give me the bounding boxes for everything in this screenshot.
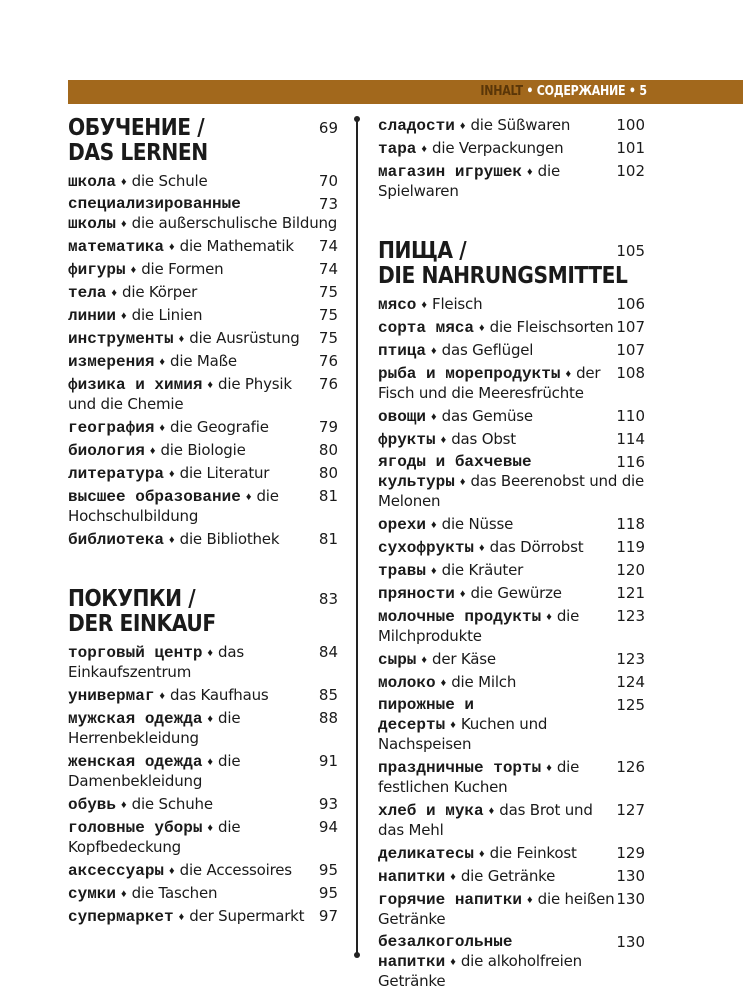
diamond-icon: ♦: [111, 287, 118, 299]
entry-page-number: 73: [318, 195, 338, 213]
entry-russian: высшее образование: [68, 488, 241, 506]
diamond-icon: ♦: [450, 956, 456, 968]
entry-page-number: 85: [318, 686, 338, 704]
diamond-icon: ♦: [121, 310, 127, 322]
entry-russian: сыры: [378, 651, 417, 669]
entry-german: die Formen: [141, 260, 224, 278]
diamond-icon: ♦: [440, 677, 447, 689]
entry-german: die Mathematik: [179, 237, 294, 255]
entry-russian: сладости: [378, 117, 455, 135]
entry-russian: сумки: [68, 885, 117, 903]
entry-russian: молочные продукты: [378, 608, 542, 626]
running-header-bar: [68, 80, 743, 104]
entry-german: die Süßwaren: [470, 116, 571, 134]
entry-german: die Geografie: [170, 418, 269, 436]
entry-russian: инструменты: [68, 330, 174, 348]
entry-russian: сорта мяса: [378, 319, 475, 337]
entry-german: das Geflügel: [441, 341, 534, 359]
toc-entry[interactable]: [68, 709, 338, 749]
entry-german: die Accessoires: [179, 861, 292, 879]
entry-russian: горячие напитки: [378, 891, 523, 909]
diamond-icon: ♦: [169, 865, 175, 877]
section-heading: [378, 239, 645, 289]
entry-page-number: 93: [318, 795, 338, 813]
toc-entry[interactable]: [378, 650, 645, 670]
toc-entry[interactable]: [378, 318, 645, 338]
entry-page-number: 95: [318, 884, 338, 902]
entry-german: die Biologie: [160, 441, 246, 459]
entry-russian: математика: [68, 238, 165, 256]
entry-german: die heißen Getränke: [378, 890, 615, 928]
diamond-icon: ♦: [130, 264, 137, 276]
toc-entry[interactable]: [68, 195, 338, 234]
diamond-icon: ♦: [479, 542, 485, 554]
entry-page-number: 123: [616, 650, 645, 668]
toc-entry[interactable]: [68, 375, 338, 415]
entry-page-number: 102: [616, 162, 645, 180]
entry-german: das Brot und das Mehl: [378, 801, 593, 839]
toc-entry[interactable]: [68, 172, 338, 192]
diamond-icon: ♦: [159, 690, 166, 702]
entry-german: die Maße: [170, 352, 237, 370]
section-heading-line: ПИЩА /: [378, 238, 467, 264]
entry-german: die Taschen: [131, 884, 218, 902]
entry-german: die Spielwaren: [378, 162, 560, 200]
entry-page-number: 75: [318, 306, 338, 324]
toc-entry[interactable]: [378, 162, 645, 202]
entry-russian: биология: [68, 442, 145, 460]
entry-page-number: 124: [616, 673, 645, 691]
entry-german: die Feinkost: [489, 844, 577, 862]
toc-entry[interactable]: [378, 407, 645, 427]
diamond-icon: ♦: [207, 822, 214, 834]
entry-german: die Verpackungen: [432, 139, 564, 157]
diamond-icon: ♦: [431, 411, 437, 423]
toc-entry[interactable]: [68, 329, 338, 349]
entry-russian: птица: [378, 342, 427, 360]
header-separator: •: [526, 84, 534, 99]
entry-german: die alkoholfreien Getränke: [378, 952, 582, 990]
entry-russian: география: [68, 419, 155, 437]
entry-page-number: 94: [318, 818, 338, 836]
entry-russian: физика и химия: [68, 376, 203, 394]
toc-entry[interactable]: [68, 818, 338, 858]
entry-russian: женская одежда: [68, 753, 203, 771]
toc-entry[interactable]: [378, 867, 645, 887]
toc-right-column: [378, 116, 645, 995]
entry-german: die Linien: [131, 306, 203, 324]
entry-page-number: 91: [318, 752, 338, 770]
diamond-icon: ♦: [207, 713, 214, 725]
toc-entry[interactable]: [378, 758, 645, 798]
entry-page-number: 101: [616, 139, 645, 157]
diamond-icon: ♦: [169, 534, 175, 546]
entry-russian: молоко: [378, 674, 436, 692]
entry-german: die Physik und die Chemie: [68, 375, 292, 413]
entry-page-number: 81: [318, 530, 338, 548]
toc-entry[interactable]: [378, 607, 645, 647]
entry-german: die Bibliothek: [179, 530, 280, 548]
entry-german: das Gemüse: [441, 407, 533, 425]
entry-russian: хлеб и мука: [378, 802, 484, 820]
entry-page-number: 123: [616, 607, 645, 625]
diamond-icon: ♦: [546, 611, 552, 623]
diamond-icon: ♦: [149, 445, 156, 457]
toc-entry[interactable]: [378, 139, 645, 159]
entry-page-number: 70: [318, 172, 338, 190]
entry-german: die Damenbekleidung: [68, 752, 241, 790]
toc-entry[interactable]: [68, 237, 338, 257]
diamond-icon: ♦: [488, 805, 495, 817]
entry-german: Fleisch: [432, 295, 483, 313]
entry-russian: деликатесы: [378, 845, 475, 863]
entry-page-number: 125: [616, 696, 645, 714]
entry-german: die Fleischsorten: [489, 318, 614, 336]
entry-german: Kuchen und Nachspeisen: [378, 715, 548, 753]
toc-entry[interactable]: [68, 487, 338, 527]
entry-page-number: 126: [616, 758, 645, 776]
toc-entry[interactable]: [378, 295, 645, 315]
entry-russian: мужская одежда: [68, 710, 203, 728]
diamond-icon: ♦: [459, 120, 466, 132]
toc-entry[interactable]: [68, 306, 338, 326]
entry-german: die Schuhe: [131, 795, 213, 813]
entry-russian: головные уборы: [68, 819, 203, 837]
diamond-icon: ♦: [459, 588, 466, 600]
entry-page-number: 130: [616, 933, 645, 951]
toc-entry[interactable]: [378, 890, 645, 930]
entry-german: die Getränke: [460, 867, 556, 885]
entry-page-number: 130: [616, 867, 645, 885]
toc-entry[interactable]: [68, 260, 338, 280]
toc-entry[interactable]: [378, 538, 645, 558]
entry-german: der Supermarkt: [189, 907, 305, 925]
column-divider: [356, 118, 358, 956]
entry-russian: праздничные торты: [378, 759, 542, 777]
section-heading-line: ПОКУПКИ /: [68, 586, 196, 612]
entry-page-number: 110: [616, 407, 645, 425]
diamond-icon: ♦: [479, 322, 485, 334]
toc-entry[interactable]: [378, 696, 645, 755]
entry-russian: напитки: [378, 868, 446, 886]
entry-russian: мясо: [378, 296, 417, 314]
diamond-icon: ♦: [245, 491, 252, 503]
diamond-icon: ♦: [121, 888, 127, 900]
toc-entry[interactable]: [378, 515, 645, 535]
entry-german: die festlichen Kuchen: [378, 758, 580, 796]
entry-page-number: 107: [616, 318, 645, 336]
diamond-icon: ♦: [431, 519, 437, 531]
diamond-icon: ♦: [169, 241, 175, 253]
diamond-icon: ♦: [565, 368, 572, 380]
entry-page-number: 97: [318, 907, 338, 925]
entry-russian: фигуры: [68, 261, 126, 279]
entry-german: das Obst: [451, 430, 516, 448]
entry-russian: травы: [378, 562, 427, 580]
entry-german: die Schule: [131, 172, 208, 190]
diamond-icon: ♦: [121, 176, 127, 188]
entry-page-number: 118: [616, 515, 645, 533]
entry-german: die Kräuter: [441, 561, 524, 579]
entry-german: der Fisch und die Meeresfrüchte: [378, 364, 601, 402]
section-gap: [68, 553, 338, 587]
toc-entry[interactable]: [378, 801, 645, 841]
entry-russian: универмаг: [68, 687, 155, 705]
diamond-icon: ♦: [546, 762, 552, 774]
toc-entry[interactable]: [68, 686, 338, 706]
entry-page-number: 74: [318, 260, 338, 278]
entry-russian: торговый центр: [68, 644, 203, 662]
entry-page-number: 120: [616, 561, 645, 579]
entry-russian: ягоды и бахчевые культуры: [378, 453, 532, 491]
section-gap: [378, 205, 645, 239]
entry-page-number: 100: [616, 116, 645, 134]
entry-page-number: 88: [318, 709, 338, 727]
section-heading: [68, 587, 338, 637]
entry-page-number: 81: [318, 487, 338, 505]
section-heading-line: ОБУЧЕНИЕ /: [68, 115, 205, 141]
diamond-icon: ♦: [450, 871, 456, 883]
entry-page-number: 121: [616, 584, 645, 602]
entry-page-number: 130: [616, 890, 645, 908]
entry-page-number: 79: [318, 418, 338, 436]
entry-german: die Nüsse: [441, 515, 514, 533]
entry-russian: обувь: [68, 796, 117, 814]
section-heading: [68, 116, 338, 166]
entry-page-number: 114: [616, 430, 645, 448]
toc-entry[interactable]: [68, 752, 338, 792]
entry-page-number: 75: [318, 329, 338, 347]
entry-page-number: 106: [616, 295, 645, 313]
entry-russian: супермаркет: [68, 908, 174, 926]
entry-page-number: 108: [616, 364, 645, 382]
diamond-icon: ♦: [421, 299, 428, 311]
diamond-icon: ♦: [169, 468, 175, 480]
diamond-icon: ♦: [159, 422, 166, 434]
entry-page-number: 107: [616, 341, 645, 359]
entry-german: die Körper: [122, 283, 198, 301]
entry-russian: специализированные школы: [68, 195, 241, 233]
entry-page-number: 80: [318, 441, 338, 459]
entry-russian: тела: [68, 284, 107, 302]
section-heading-line: DER EINKAUF: [68, 611, 216, 637]
entry-german: das Kaufhaus: [170, 686, 269, 704]
toc-entry[interactable]: [378, 561, 645, 581]
section-page-number: 83: [318, 590, 338, 608]
entry-german: die Herrenbekleidung: [68, 709, 241, 747]
entry-german: die außerschulische Bildung: [131, 214, 338, 232]
entry-russian: пряности: [378, 585, 455, 603]
entry-russian: безалкогольные напитки: [378, 933, 513, 971]
entry-page-number: 84: [318, 643, 338, 661]
section-heading-line: DAS LERNEN: [68, 140, 208, 166]
diamond-icon: ♦: [450, 719, 456, 731]
entry-page-number: 74: [318, 237, 338, 255]
entry-russian: библиотека: [68, 531, 165, 549]
entry-page-number: 80: [318, 464, 338, 482]
entry-russian: тара: [378, 140, 417, 158]
entry-german: die Gewürze: [470, 584, 562, 602]
entry-russian: фрукты: [378, 431, 436, 449]
entry-german: die Ausrüstung: [189, 329, 300, 347]
toc-entry[interactable]: [378, 453, 645, 512]
entry-german: die Literatur: [179, 464, 270, 482]
toc-entry[interactable]: [68, 418, 338, 438]
toc-entry[interactable]: [378, 430, 645, 450]
toc-entry[interactable]: [68, 464, 338, 484]
diamond-icon: ♦: [421, 654, 428, 666]
entry-german: der Käse: [432, 650, 496, 668]
toc-entry[interactable]: [378, 364, 645, 404]
running-header: [481, 84, 647, 99]
toc-entry[interactable]: [378, 844, 645, 864]
entry-page-number: 95: [318, 861, 338, 879]
entry-german: die Milch: [451, 673, 517, 691]
entry-russian: школа: [68, 173, 117, 191]
entry-german: die Hochschulbildung: [68, 487, 279, 525]
entry-russian: пирожные и десерты: [378, 696, 475, 734]
diamond-icon: ♦: [207, 756, 214, 768]
diamond-icon: ♦: [207, 379, 214, 391]
section-heading-line: DIE NAHRUNGSMITTEL: [378, 263, 628, 289]
entry-russian: измерения: [68, 353, 155, 371]
diamond-icon: ♦: [178, 911, 185, 923]
toc-entry[interactable]: [68, 884, 338, 904]
entry-russian: рыба и морепродукты: [378, 365, 561, 383]
toc-left-column: [68, 116, 338, 930]
entry-russian: магазин игрушек: [378, 163, 523, 181]
diamond-icon: ♦: [527, 894, 533, 906]
header-separator: •: [629, 84, 636, 99]
entry-german: die Milchprodukte: [378, 607, 580, 645]
diamond-icon: ♦: [431, 345, 437, 357]
toc-entry[interactable]: [68, 530, 338, 550]
diamond-icon: ♦: [178, 333, 185, 345]
entry-russian: литература: [68, 465, 165, 483]
entry-german: das Beerenobst und die Melonen: [378, 472, 645, 510]
entry-page-number: 119: [616, 538, 645, 556]
toc-entry[interactable]: [68, 795, 338, 815]
toc-entry[interactable]: [68, 441, 338, 461]
diamond-icon: ♦: [159, 356, 166, 368]
header-title: СОДЕРЖАНИЕ: [536, 84, 626, 99]
entry-russian: линии: [68, 307, 117, 325]
page-number: 5: [639, 84, 647, 99]
entry-german: das Dörrobst: [489, 538, 584, 556]
entry-german: das Einkaufszentrum: [68, 643, 244, 681]
diamond-icon: ♦: [440, 434, 447, 446]
diamond-icon: ♦: [207, 647, 214, 659]
toc-entry[interactable]: [68, 283, 338, 303]
entry-russian: орехи: [378, 516, 427, 534]
entry-page-number: 76: [318, 352, 338, 370]
entry-german: die Kopfbedeckung: [68, 818, 241, 856]
section-page-number: 105: [616, 242, 645, 260]
diamond-icon: ♦: [479, 848, 485, 860]
toc-entry[interactable]: [68, 907, 338, 927]
entry-russian: сухофрукты: [378, 539, 475, 557]
entry-page-number: 129: [616, 844, 645, 862]
toc-entry[interactable]: [378, 584, 645, 604]
entry-page-number: 75: [318, 283, 338, 301]
diamond-icon: ♦: [121, 799, 127, 811]
toc-entry[interactable]: [378, 116, 645, 136]
entry-page-number: 127: [616, 801, 645, 819]
entry-russian: овощи: [378, 408, 427, 426]
toc-entry[interactable]: [68, 352, 338, 372]
toc-entry[interactable]: [378, 673, 645, 693]
toc-entry[interactable]: [68, 643, 338, 683]
header-inhalt: INHALT: [480, 84, 523, 99]
entry-page-number: 116: [616, 453, 645, 471]
diamond-icon: ♦: [121, 218, 127, 230]
toc-entry[interactable]: [378, 341, 645, 361]
diamond-icon: ♦: [527, 166, 533, 178]
diamond-icon: ♦: [421, 143, 428, 155]
entry-page-number: 76: [318, 375, 338, 393]
toc-entry[interactable]: [378, 933, 645, 992]
diamond-icon: ♦: [459, 476, 466, 488]
section-page-number: 69: [318, 119, 338, 137]
diamond-icon: ♦: [431, 565, 437, 577]
toc-entry[interactable]: [68, 861, 338, 881]
entry-russian: аксессуары: [68, 862, 165, 880]
